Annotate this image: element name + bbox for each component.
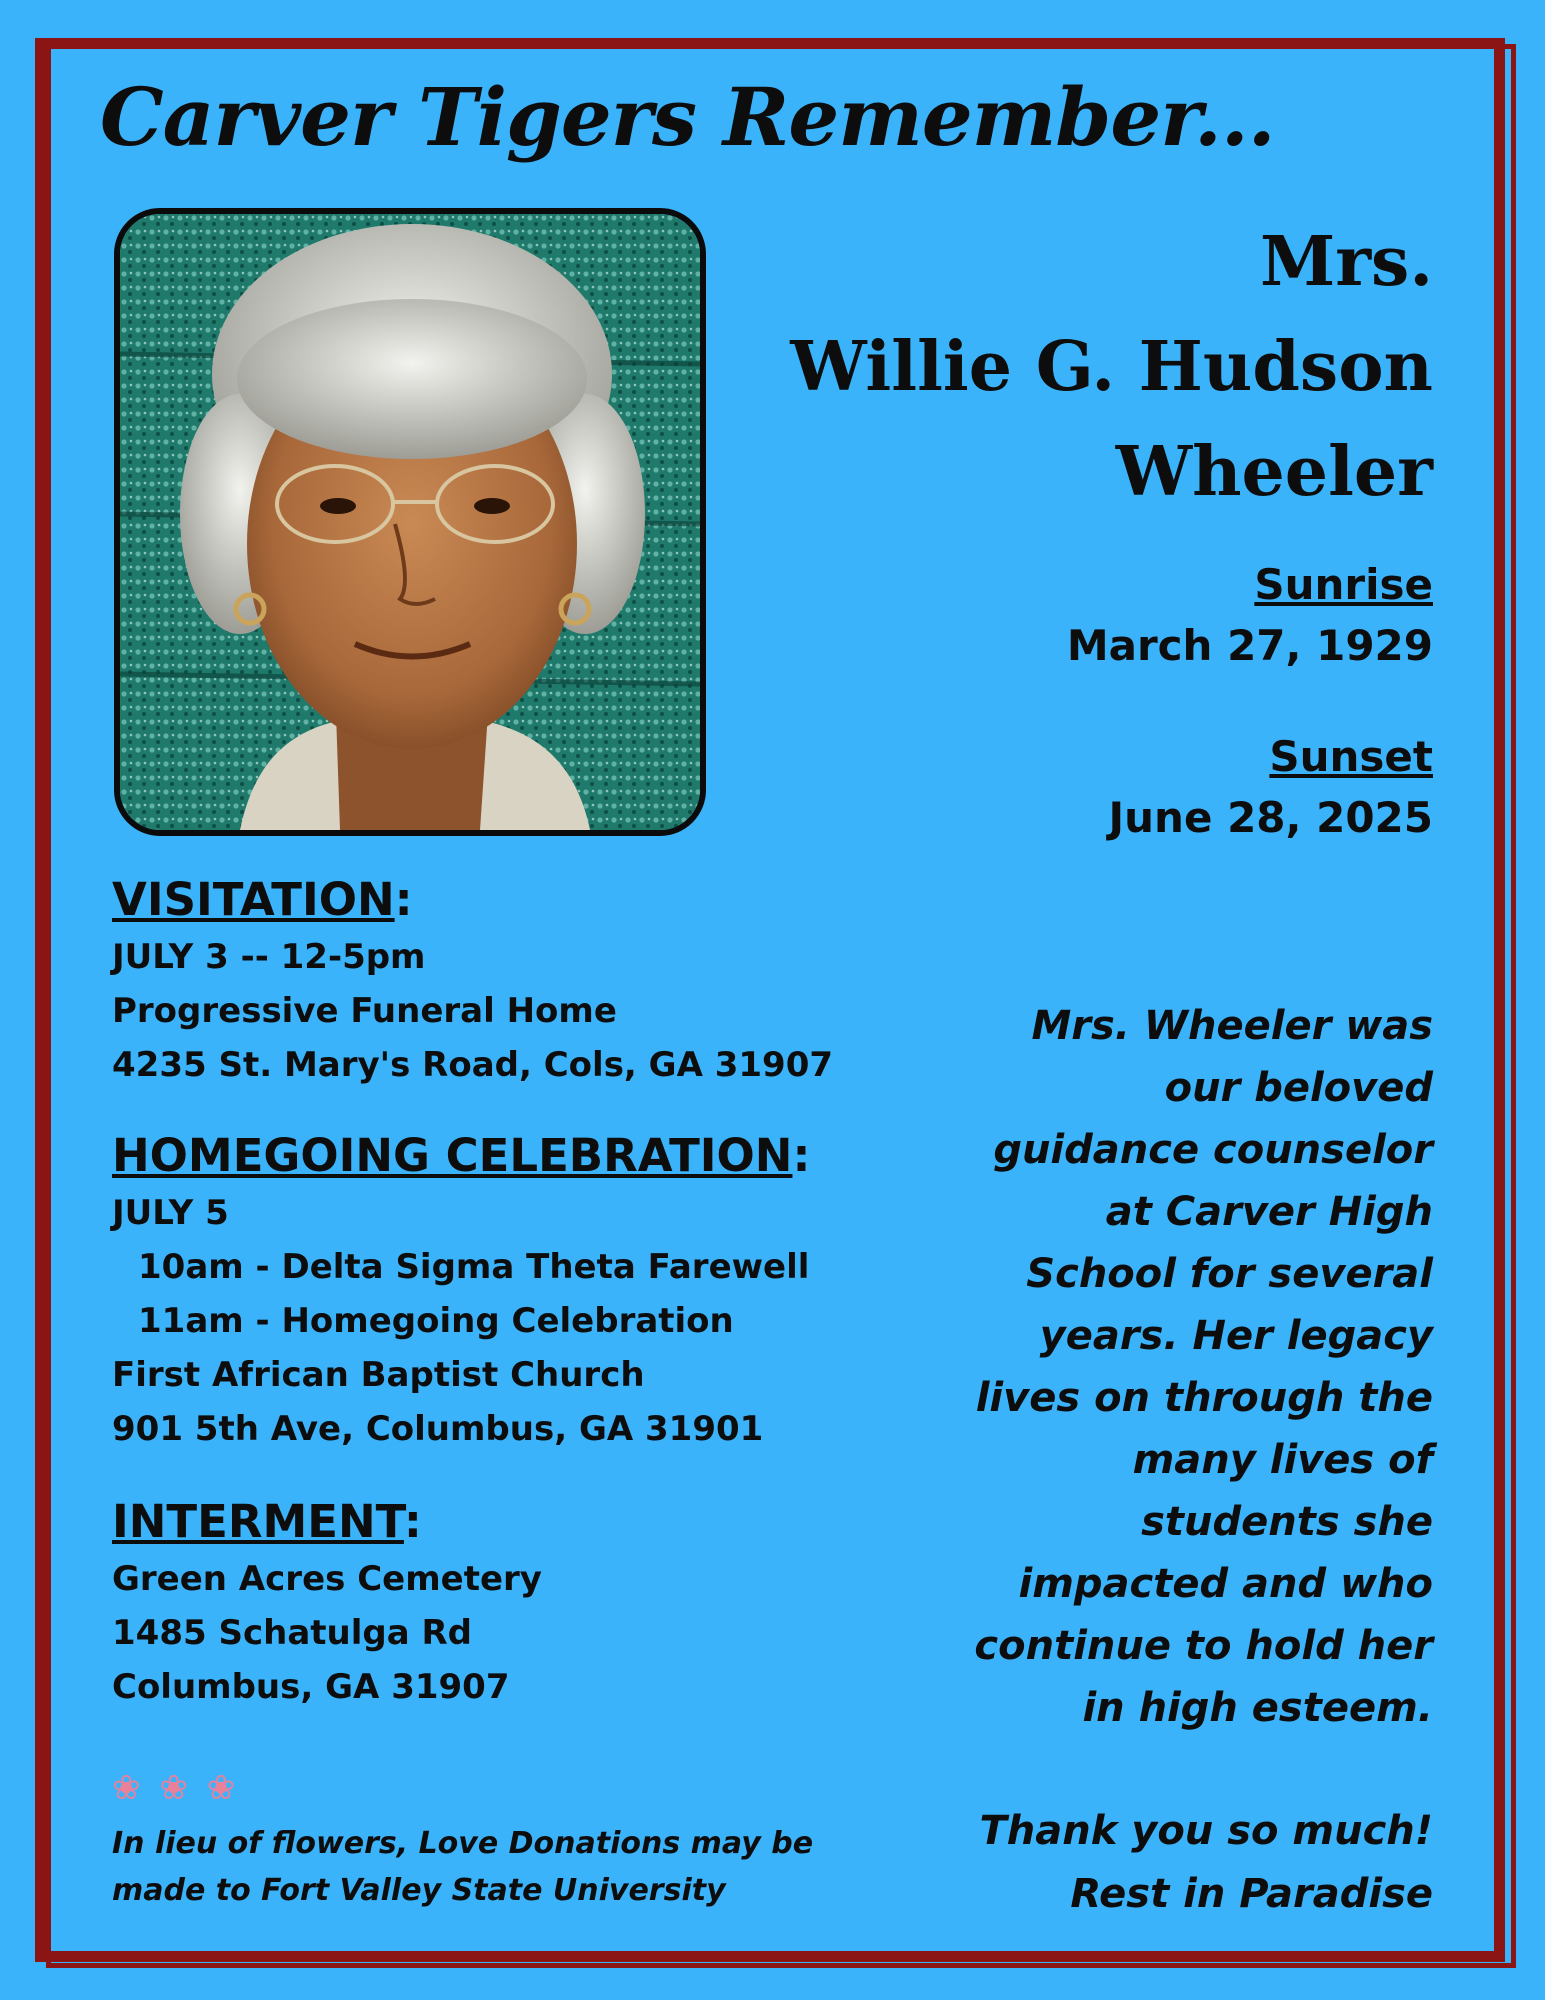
tribute-text xyxy=(913,995,1433,1739)
donation-note-line: made to Fort Valley State University xyxy=(112,1873,726,1908)
visitation-date: JULY 3 -- 12-5pm xyxy=(112,937,426,977)
visitation-address: 4235 St. Mary's Road, Cols, GA 31907 xyxy=(112,1045,834,1085)
name-line-title: Mrs. xyxy=(1259,222,1433,302)
flower-icon: ❀ xyxy=(112,1768,141,1808)
deceased-name xyxy=(673,210,1433,525)
visitation-heading: VISITATION: xyxy=(112,873,413,926)
closing-thanks: Thank you so much! xyxy=(979,1808,1433,1854)
flower-icon: ❀ xyxy=(206,1768,236,1808)
tribute-line: years. Her legacy xyxy=(1039,1313,1433,1359)
sunrise-label: Sunrise xyxy=(1254,560,1433,609)
page-title: Carver Tigers Remember... xyxy=(100,70,1275,164)
homegoing-heading: HOMEGOING CELEBRATION: xyxy=(112,1129,811,1182)
interment-heading: INTERMENT: xyxy=(112,1495,422,1548)
interment-section xyxy=(112,1492,542,1714)
interment-city: Columbus, GA 31907 xyxy=(112,1667,510,1707)
tribute-line: Mrs. Wheeler was xyxy=(1031,1003,1433,1049)
tribute-line: many lives of xyxy=(1132,1437,1433,1483)
tribute-line: continue to hold her xyxy=(974,1623,1433,1669)
donation-note-line: In lieu of flowers, Love Donations may be xyxy=(112,1826,814,1861)
flower-row xyxy=(112,1768,243,1808)
homegoing-event: 10am - Delta Sigma Theta Farewell xyxy=(138,1247,810,1287)
visitation-venue: Progressive Funeral Home xyxy=(112,991,617,1031)
tribute-line: School for several xyxy=(1026,1251,1433,1297)
donation-note xyxy=(112,1820,872,1914)
closing-farewell: Rest in Paradise xyxy=(1070,1871,1433,1917)
sunset-label: Sunset xyxy=(1269,732,1433,781)
homegoing-venue: First African Baptist Church xyxy=(112,1355,645,1395)
sunset-date: June 28, 2025 xyxy=(1108,793,1433,842)
flower-icon: ❀ xyxy=(159,1768,188,1808)
tribute-line: impacted and who xyxy=(1018,1561,1433,1607)
homegoing-date: JULY 5 xyxy=(112,1193,229,1233)
portrait-image xyxy=(120,214,700,830)
visitation-section xyxy=(112,870,833,1092)
life-dates xyxy=(873,555,1433,849)
interment-cemetery: Green Acres Cemetery xyxy=(112,1559,542,1599)
tribute-line: students she xyxy=(1141,1499,1433,1545)
tribute-line: guidance counselor xyxy=(993,1127,1433,1173)
name-line-surname: Wheeler xyxy=(1115,432,1433,512)
name-line-given: Willie G. Hudson xyxy=(790,327,1433,407)
homegoing-section xyxy=(112,1126,810,1456)
interment-street: 1485 Schatulga Rd xyxy=(112,1613,473,1653)
homegoing-event: 11am - Homegoing Celebration xyxy=(138,1301,734,1341)
homegoing-address: 901 5th Ave, Columbus, GA 31901 xyxy=(112,1409,764,1449)
tribute-line: lives on through the xyxy=(975,1375,1433,1421)
sunrise-date: March 27, 1929 xyxy=(1066,621,1433,670)
closing-message xyxy=(913,1800,1433,1926)
tribute-line: at Carver High xyxy=(1105,1189,1433,1235)
tribute-line: our beloved xyxy=(1164,1065,1433,1111)
portrait-photo xyxy=(114,208,706,836)
tribute-line: in high esteem. xyxy=(1082,1685,1433,1731)
